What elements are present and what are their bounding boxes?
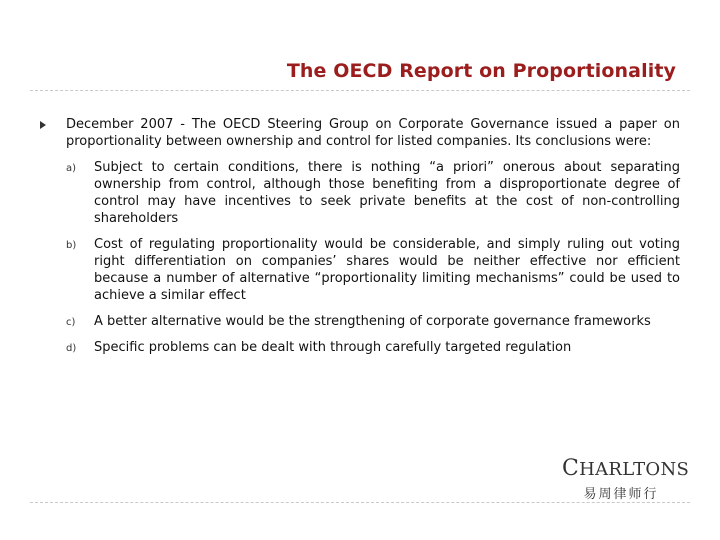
- list-item: [40, 339, 680, 356]
- list-item-text: Cost of regulating proportionality would be considerable, and simply ruling out voting right differentiation on companies’ shares would be neither effective nor efficient because a number of alternative “proportionality limiting mechanisms” could be used to achieve a similar effect: [94, 237, 680, 303]
- list-marker: b): [66, 240, 77, 251]
- conclusions-list: [40, 159, 680, 356]
- main-bullet: [40, 116, 680, 150]
- arrow-bullet-icon: [40, 121, 46, 129]
- logo-initial: C: [562, 456, 580, 481]
- main-bullet-text: December 2007 - The OECD Steering Group on Corporate Governance issued a paper on proportionality between ownership and control for listed companies. Its conclusions were:: [66, 117, 680, 149]
- list-item: [40, 236, 680, 304]
- logo-wordmark: [562, 456, 690, 481]
- title-divider: [30, 90, 690, 91]
- list-item: [40, 313, 680, 330]
- slide-content: [40, 116, 680, 365]
- list-marker: a): [66, 163, 77, 174]
- charltons-logo: [562, 456, 690, 502]
- list-item-text: Specific problems can be dealt with through carefully targeted regulation: [94, 340, 572, 355]
- list-item-text: A better alternative would be the strengthening of corporate governance frameworks: [94, 314, 651, 329]
- footer-divider: [30, 502, 690, 503]
- list-item-text: Subject to certain conditions, there is nothing “a priori” onerous about separating ownership from control, although those benefiting from a disproportionate degree of control may have incentives to seek private benefits at the cost of non-controlling shareholders: [94, 160, 680, 226]
- logo-rest: HARLTONS: [579, 459, 690, 480]
- list-marker: d): [66, 343, 77, 354]
- slide-title: The OECD Report on Proportionality: [286, 60, 676, 82]
- logo-chinese-name: 易周律师行: [583, 487, 659, 502]
- list-item: [40, 159, 680, 227]
- list-marker: c): [66, 317, 76, 328]
